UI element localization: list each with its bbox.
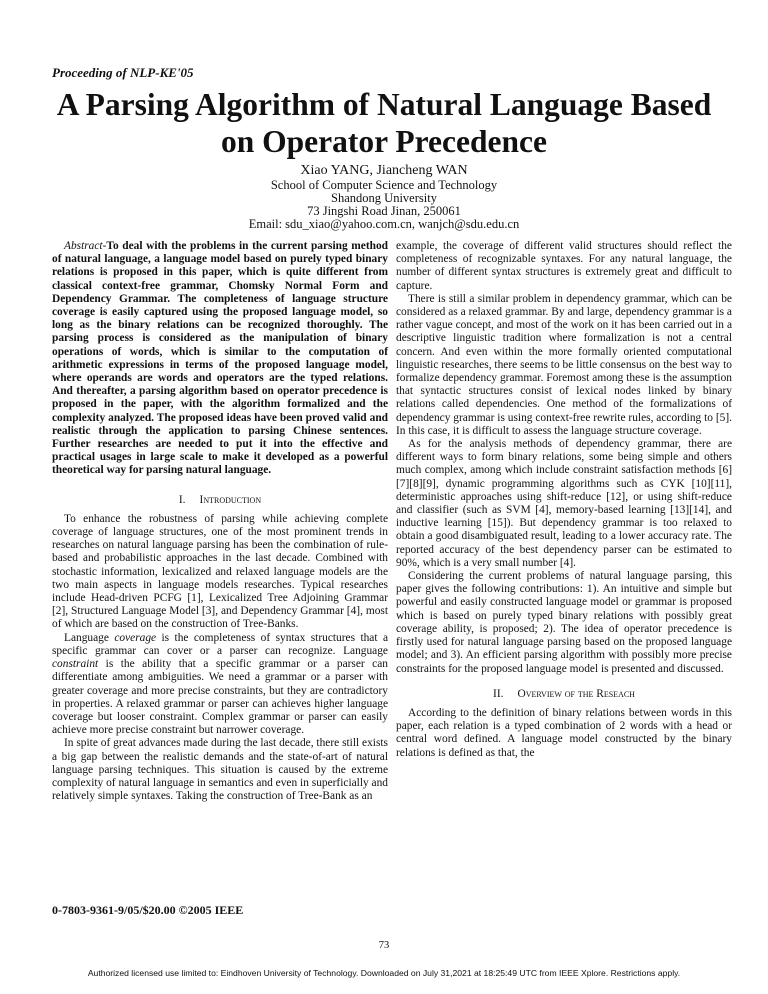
paragraph: There is still a similar problem in dependency grammar, which can be considered as a relaxed grammar. By and large, dependency grammar is a rather vague concept, and most of the work on it has been carried out in a descriptive linguistic tradition where formalization is not a central concern. And even within the more formally oriented computational linguistic researches, there seems to be little consensus on the best way to formalize dependency grammar. Foremost among these is the assumption that syntactic structures consist of lexical nodes linked by binary relations called dependencies. One method of the formalizations of dependency grammar is using context-free rewrite rules, according to [5]. In this case, it is difficult to assess the language structure coverage. [396,292,732,437]
email: Email: sdu_xiao@yahoo.com.cn, wanjch@sdu.edu.cn [248,217,520,231]
text: is the completeness of syntax structures that a specific grammar can cover or a parser can recognize. Language [52,631,388,657]
section-heading-overview [396,688,732,701]
right-column [396,240,732,760]
paragraph: According to the definition of binary relations between words in this paper, each relation is a typed combination of 2 words with a head or central word defined. A language model constructed by the binary relations is defined as that, the [396,706,732,759]
paragraph: In spite of great advances made during the last decade, there still exists a big gap between the realistic demands and the state-of-art of natural language parsing techniques. This situation is caused by the extreme complexity of natural language in semantics and even in superficially and relatively simple syntaxes. Taking the construction of Tree-Bank as an [52,737,388,803]
author-block [0,163,768,231]
abstract-label: Abstract- [64,240,107,252]
affiliation: School of Computer Science and Technology [270,178,498,192]
paper-title [0,86,768,160]
abstract [52,240,388,478]
paragraph: As for the analysis methods of dependency grammar, there are different ways to form binary relations, some being simple and others much complex, among which include constraint satisfaction methods [6][7][8][9], dynamic programming algorithms such as CYK [10][11], deterministic approaches using shift-reduce [12], or using shift-reduce and classifier (such as SVM [4], memory-based learning [13][14], and inductive learning [15]). But dependency grammar is too relaxed to obtain a good disambiguated result, leading to a lower accuracy rate. The reported accuracy of the best dependency parser can be estimated to 90%, which is a very small number [4]. [396,438,732,569]
paragraph [52,632,388,738]
emphasis: constraint [52,658,99,671]
section-heading-introduction [52,494,388,507]
copyright-notice: 0-7803-9361-9/05/$20.00 ©2005 IEEE [52,903,244,917]
section-title: Introduction [199,493,262,506]
title-line-2: on Operator Precedence [221,124,547,159]
section-number: I. [178,493,186,506]
proceeding-header: Proceeding of NLP-KE'05 [52,65,194,80]
section-title: Overview of the Reseach [517,687,635,700]
address: 73 Jingshi Road Jinan, 250061 [307,204,461,218]
paragraph: Considering the current problems of natural language parsing, this paper gives the following contributions: 1). An intuitive and simple but powerful and easily constructed language model or grammar is proposed which is based on purely typed binary relations with possibly great coverage ability, is proposed; 2). The idea of operator precedence is firstly used for natural language parsing based on the proposed language model; and 3). An efficient parsing algorithm with possibly more precise constraints for the proposed language model is presented and discussed. [396,570,732,675]
paragraph: example, the coverage of different valid structures should reflect the completeness of recognizable syntaxes. For any natural language, the number of different syntax structures is extremely great and difficult to capture. [396,240,732,292]
text: is the ability that a specific grammar or a parser can differentiate among ambiguities. We need a grammar or a parser with greater coverage and more precise constraints, but they are contradictory in properties. A relaxed grammar or parser can achieves higher language coverage but looser constraint. Complex grammar or parser can easily achieve more precise constraint but narrower coverage. [52,658,388,737]
text: Language [64,631,115,644]
left-column [52,240,388,803]
page-number: 73 [378,940,390,951]
author-names: Xiao YANG, Jiancheng WAN [300,163,468,178]
abstract-text: To deal with the problems in the current parsing method of natural language, a language model based on purely typed binary relations is proposed in this paper, which is quite different from classical context-free grammar, Chomsky Normal Form and Dependency Grammar. The completeness of language structure coverage is easily captured using the proposed language model, so long as the binary relations can be recognized thoroughly. The parsing process is considered as the manipulation of binary operations of words, which is similar to the computation of arithmetic expressions in terms of the proposed language model, where operands are words and operators are the typed relations. And thereafter, a parsing algorithm based on operator precedence is proposed in the paper, with the algorithm formalized and the complexity analyzed. The proposed ideas have been proved valid and realistic through the application to parsing Chinese sentences. Further researches are needed to put it into the effective and practical usages in large scale to make it developed as a powerful theoretical way for parsing natural language. [52,240,388,477]
section-number: II. [493,687,504,700]
authorized-use-notice: Authorized licensed use limited to: Eindhoven University of Technology. Downloaded on July 31,2021 at 18:25:49 UTC from IEEE Xplore. Restrictions apply. [87,968,681,978]
paragraph: To enhance the robustness of parsing while achieving complete coverage of language structures, one of the most prominent trends in researches on natural language parsing has been the combination of rule-based and probabilistic approaches in the last decade. Combined with stochastic information, lexicalized and relaxed language models are the two main aspects in language models researches. Typical researches include Head-driven PCFG [1], Lexicalized Tree Adjoining Grammar [2], Structured Language Model [3], and Dependency Grammar [4], most of which are based on the construction of Tree-Banks. [52,512,388,631]
title-line-1: A Parsing Algorithm of Natural Language Based [56,87,712,122]
university: Shandong University [331,191,437,205]
emphasis: coverage [114,631,157,644]
